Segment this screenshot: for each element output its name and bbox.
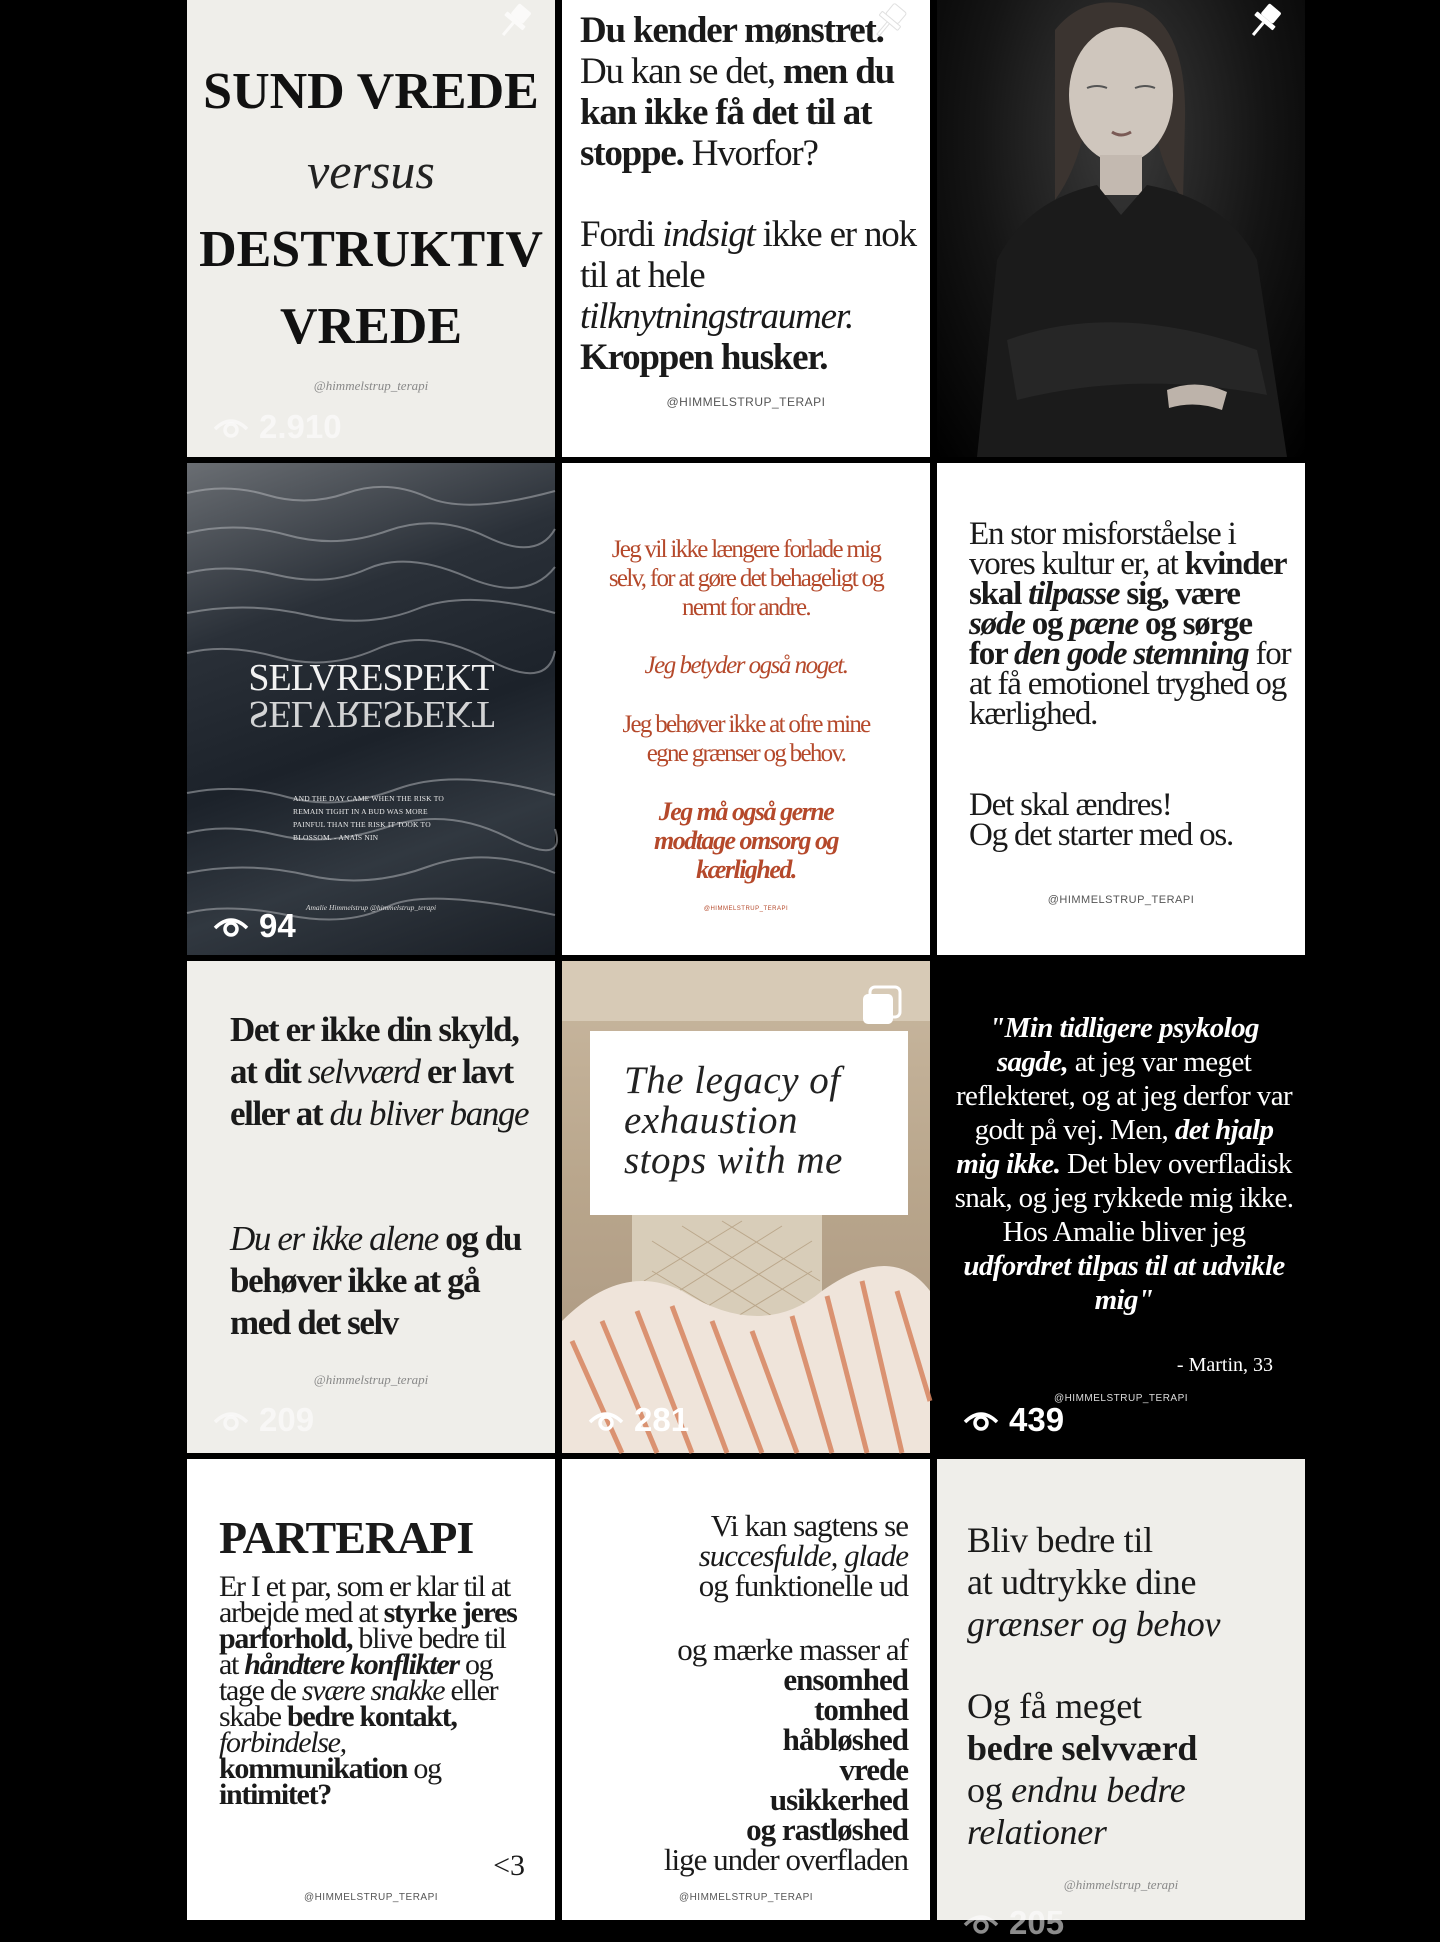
- view-count-value: 205: [1009, 1904, 1065, 1941]
- tile-paragraph: Fordi indsigt ikke er nok til at hele tilknytningstraumer. Kroppen husker.: [580, 214, 916, 378]
- view-count-value: 281: [634, 1401, 690, 1438]
- view-count-value: 439: [1009, 1401, 1065, 1438]
- post-tile-legacy[interactable]: [562, 961, 930, 1453]
- tile-paragraph: En stor misforståelse i vores kultur er, at kvinder skal tilpasse sig, være søde og pæne og sørge for den gode stemning for at få emotionel tryghed og kærlighed.: [969, 516, 1291, 732]
- account-handle: @himmelstrup_terapi: [313, 378, 429, 393]
- view-count: [213, 907, 296, 945]
- view-count-value: 94: [259, 907, 296, 944]
- post-tile-selvrespekt[interactable]: [187, 463, 555, 955]
- tile-paragraph: Jeg betyder også noget.: [644, 652, 848, 679]
- quote-card: [590, 1031, 908, 1215]
- account-handle: @HIMMELSTRUP_TERAPI: [678, 1892, 814, 1903]
- view-count-value: 209: [259, 1401, 315, 1438]
- account-handle: Amalie Himmelstrup @himmelstrup_terapi: [305, 903, 437, 912]
- heart-text: <3: [493, 1849, 525, 1882]
- tile-paragraph: og mærke masser af ensomhed tomhed håbløshed vrede usikkerhed og rastløshed lige under overfladen: [663, 1632, 908, 1877]
- tile-text-line: VREDE: [279, 298, 463, 355]
- post-tile-martin-quote[interactable]: [937, 961, 1305, 1453]
- pin-icon: [491, 2, 537, 42]
- eye-icon: [213, 415, 249, 439]
- tile-paragraph: Jeg vil ikke længere forlade mig selv, for at gøre det behageligt og nemt for andre.: [608, 536, 884, 621]
- account-handle: @HIMMELSTRUP_TERAPI: [1047, 894, 1195, 906]
- account-handle: @HIMMELSTRUP_TERAPI: [703, 906, 789, 912]
- post-tile-portrait[interactable]: [937, 0, 1305, 457]
- tile-paragraph: Og få meget bedre selvværd og endnu bedre relationer: [967, 1686, 1198, 1852]
- tile-paragraph: Jeg behøver ikke at ofre mine egne grænser og behov.: [622, 711, 870, 767]
- tile-text-line: versus: [307, 143, 435, 199]
- eye-icon: [213, 1408, 249, 1432]
- eye-icon: [213, 914, 249, 938]
- tile-paragraph: Det er ikke din skyld, at dit selvværd er lavt eller at du bliver bange: [230, 1010, 529, 1133]
- tile-paragraph: Du kender mønstret. Du kan se det, men du kan ikke få det til at stoppe. Hvorfor?: [580, 10, 894, 174]
- tile-paragraph: Det skal ændres! Og det starter med os.: [969, 787, 1234, 853]
- tile-paragraph: Vi kan sagtens se succesfulde, glade og funktionelle ud: [698, 1508, 908, 1603]
- view-count: [963, 1401, 1064, 1439]
- tile-paragraph: Er I et par, som er klar til at arbejde med at styrke jeres parforhold, blive bedre til at håndtere konflikter og tage de svære snakke eller skabe bedre kontakt, forbindelse, kommunikation og intimitet?: [219, 1570, 517, 1811]
- post-tile-du-kender-monstret[interactable]: [562, 0, 930, 457]
- account-handle: @HIMMELSTRUP_TERAPI: [303, 1892, 439, 1903]
- account-handle: @HIMMELSTRUP_TERAPI: [666, 395, 826, 409]
- post-tile-jeg-vil-ikke[interactable]: [562, 463, 930, 955]
- profile-grid: [187, 0, 1306, 1941]
- tile-title: SELVRESPEKT: [248, 657, 494, 699]
- quote-card-text: The legacy of exhaustion stops with me: [624, 1059, 843, 1182]
- eye-icon: [963, 1408, 999, 1432]
- tile-title: PARTERAPI: [219, 1512, 474, 1563]
- tile-title-reflection: SELVRESPEKT: [248, 693, 494, 735]
- view-count: [213, 1401, 314, 1439]
- tile-quote: AND THE DAY CAME WHEN THE RISK TO REMAIN TIGHT IN A BUD WAS MORE PAINFUL THAN THE RISK IT TOOK TO BLOSSOM. - ANAÏS NIN: [293, 794, 444, 842]
- post-tile-sund-vrede[interactable]: [187, 0, 555, 457]
- account-handle: @HIMMELSTRUP_TERAPI: [1053, 1393, 1189, 1404]
- tile-paragraph: "Min tidligere psykolog sagde, at jeg var meget reflekteret, og at jeg derfor var godt på vej. Men, det hjalp mig ikke. Det blev overfladisk snak, og jeg rykkede mig ikke. Hos Amalie bliver jeg udfordret tilpas til at udvikle mig": [954, 1012, 1294, 1316]
- tile-paragraph: Bliv bedre til at udtrykke dine grænser og behov: [967, 1520, 1221, 1644]
- eye-icon: [588, 1408, 624, 1432]
- view-count: [213, 408, 342, 446]
- view-count: [588, 1401, 689, 1439]
- tile-paragraph: Du er ikke alene og du behøver ikke at gå med det selv: [230, 1219, 521, 1342]
- carousel-icon: [860, 983, 904, 1027]
- tile-paragraph: Jeg må også gerne modtage omsorg og kærlighed.: [654, 797, 838, 884]
- quote-author: - Martin, 33: [1176, 1354, 1273, 1376]
- tile-text-line: SUND VREDE: [203, 63, 539, 120]
- tile-text-line: DESTRUKTIV: [199, 221, 543, 278]
- post-tile-parterapi[interactable]: [187, 1459, 555, 1920]
- view-count-value: 2.910: [259, 408, 342, 445]
- account-handle: @himmelstrup_terapi: [1063, 1877, 1179, 1892]
- post-tile-misforstaaelse[interactable]: [937, 463, 1305, 955]
- eye-icon: [963, 1911, 999, 1935]
- post-tile-vi-kan-sagtens[interactable]: [562, 1459, 930, 1920]
- view-count: [963, 1904, 1064, 1942]
- account-handle: @himmelstrup_terapi: [313, 1372, 429, 1387]
- post-tile-bliv-bedre[interactable]: [937, 1459, 1305, 1941]
- post-tile-ikke-din-skyld[interactable]: [187, 961, 555, 1453]
- portrait-photo: [937, 0, 1305, 457]
